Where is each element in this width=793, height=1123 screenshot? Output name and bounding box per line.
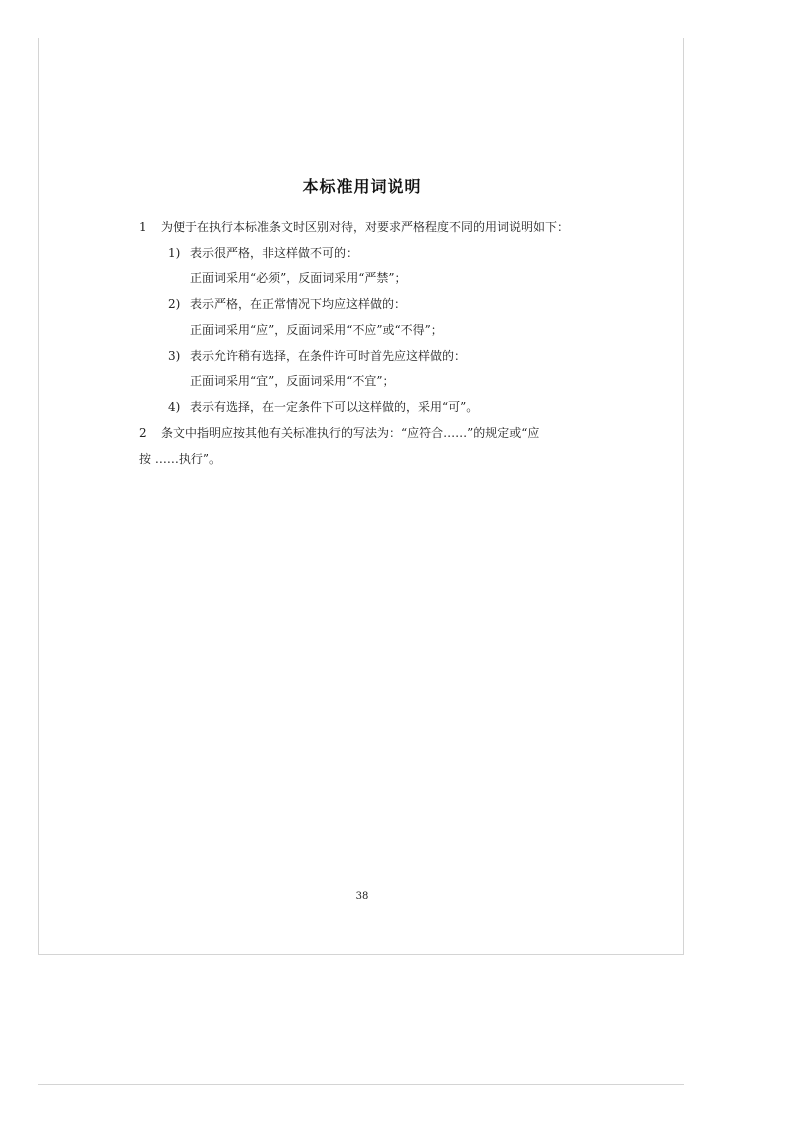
item-1-text: 为便于在执行本标准条文时区别对待，对要求严格程度不同的用词说明如下： bbox=[161, 220, 570, 234]
item-2-number: 2 bbox=[139, 426, 147, 440]
subitem-1-detail: 正面词采用“必须”，反面词采用“严禁”； bbox=[190, 271, 407, 285]
subitem-2 bbox=[168, 297, 406, 311]
item-2 bbox=[139, 426, 539, 440]
subitem-4-number: 4) bbox=[168, 400, 181, 414]
subitem-3-detail: 正面词采用“宜”，反面词采用“不宜”； bbox=[190, 374, 395, 388]
item-1 bbox=[139, 220, 569, 234]
subitem-3 bbox=[168, 349, 466, 363]
subitem-3-number: 3) bbox=[168, 349, 181, 363]
page-title: 本标准用词说明 bbox=[302, 177, 422, 196]
page-number: 38 bbox=[355, 891, 369, 902]
next-page-divider bbox=[38, 1084, 684, 1085]
subitem-4 bbox=[168, 400, 478, 414]
subitem-2-number: 2) bbox=[168, 297, 181, 311]
subitem-2-detail: 正面词采用“应”，反面词采用“不应”或“不得”； bbox=[190, 323, 443, 337]
subitem-4-text: 表示有选择，在一定条件下可以这样做的，采用“可”。 bbox=[190, 400, 479, 414]
subitem-3-text: 表示允许稍有选择，在条件许可时首先应这样做的： bbox=[190, 349, 467, 363]
item-2-continuation: 按 ……执行”。 bbox=[139, 452, 221, 466]
item-2-text-line-1: 条文中指明应按其他有关标准执行的写法为：“应符合……”的规定或“应 bbox=[161, 426, 540, 440]
document-page bbox=[38, 38, 684, 955]
subitem-1 bbox=[168, 246, 358, 260]
subitem-1-text: 表示很严格，非这样做不可的： bbox=[190, 246, 359, 260]
subitem-2-text: 表示严格，在正常情况下均应这样做的： bbox=[190, 297, 407, 311]
item-1-number: 1 bbox=[139, 220, 147, 234]
subitem-1-number: 1) bbox=[168, 246, 181, 260]
